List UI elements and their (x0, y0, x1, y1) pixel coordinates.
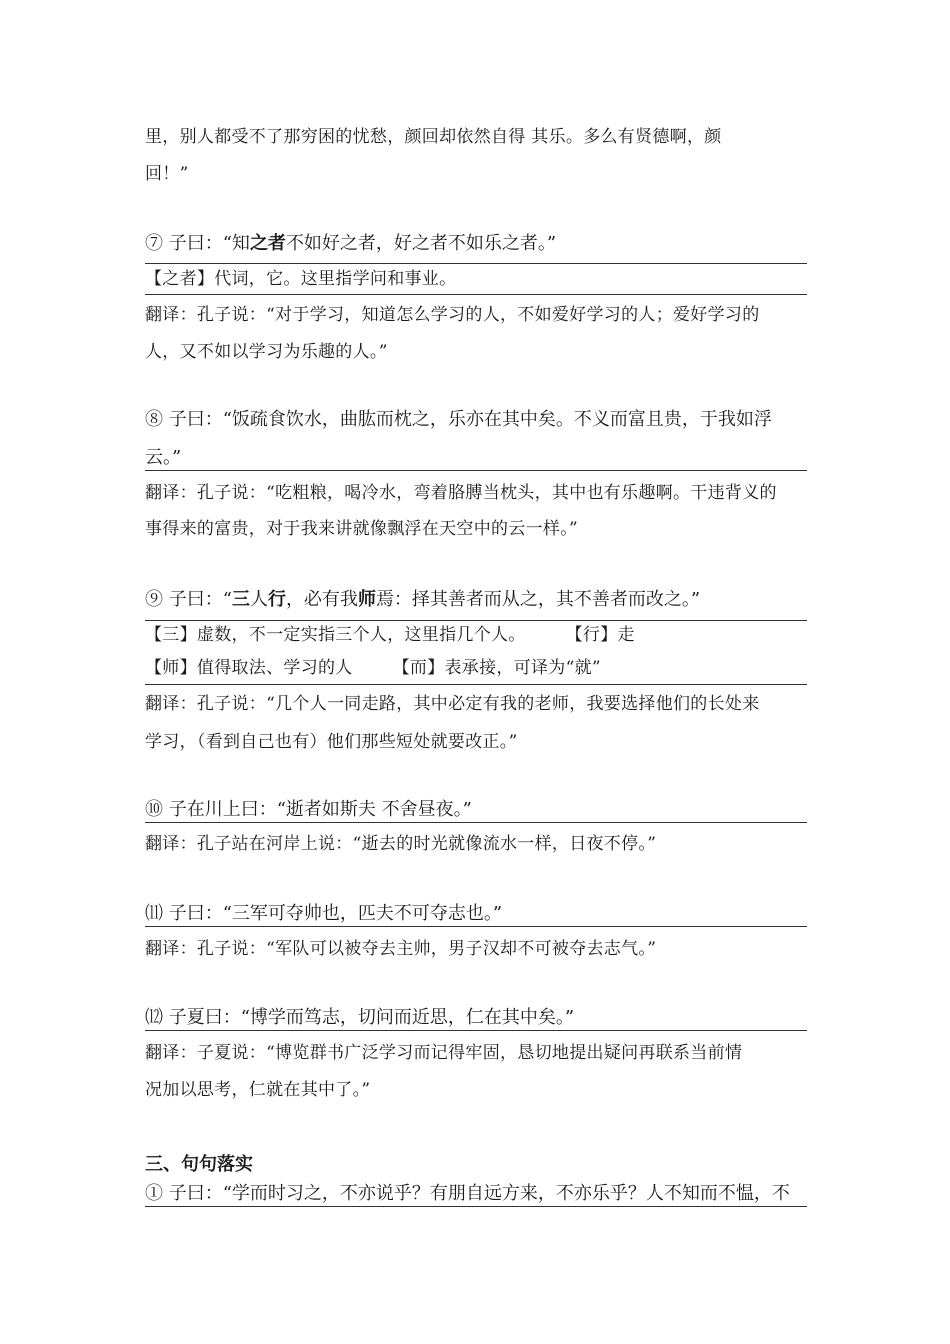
annotation-term: 【师】值得取法、学习的人 (145, 658, 353, 678)
quote-text: ⑨ 子曰：“ (145, 589, 232, 610)
underline-rule (145, 263, 807, 264)
translation-line: 事得来的富贵，对于我来讲就像飘浮在天空中的云一样。” (145, 519, 578, 539)
translation-line: 翻译：孔子说：“几个人一同走路，其中必定有我的老师，我要选择他们的长处来 (145, 694, 760, 714)
quote-1: ① 子曰：“学而时习之，不亦说乎？有朋自远方来，不亦乐乎？人不知而不愠，不 (145, 1183, 790, 1204)
annotation-line (145, 624, 807, 646)
translation-line: 翻译：孔子说：“吃粗粮，喝冷水，弯着胳膊当枕头，其中也有乐趣啊。干违背义的 (145, 483, 777, 503)
annotation-term: 【行】走 (565, 625, 635, 645)
translation-line: 人，又不如以学习为乐趣的人。” (145, 342, 388, 362)
emphasis-term: 师 (357, 589, 376, 610)
quote-8-cont: 云。” (145, 447, 182, 468)
emphasis-term: 行 (267, 589, 286, 610)
quote-text: ⑦ 子曰：“知 (145, 233, 250, 254)
translation-line: 翻译：孔子说：“对于学习，知道怎么学习的人，不如爱好学习的人；爱好学习的 (145, 305, 760, 325)
quote-text: 不如好之者，好之者不如乐之者。” (285, 233, 557, 254)
quote-7 (145, 232, 807, 256)
underline-rule (145, 470, 807, 471)
underline-rule (145, 620, 807, 621)
section-heading: 三、句句落实 (145, 1154, 253, 1175)
translation-line: 回！” (145, 164, 189, 184)
quote-text: ，必有我 (285, 589, 358, 610)
underline-rule (145, 926, 807, 927)
underline-rule (145, 1030, 807, 1031)
translation-line: 况加以思考，仁就在其中了。” (145, 1080, 371, 1100)
quote-text: 人 (249, 589, 268, 610)
underline-rule (145, 1206, 807, 1207)
quote-8: ⑧ 子曰：“饭疏食饮水，曲肱而枕之，乐亦在其中矣。不义而富且贵，于我如浮 (145, 409, 772, 430)
quote-10: ⑩ 子在川上曰：“逝者如斯夫 不舍昼夜。” (145, 799, 472, 820)
emphasis-term: 之者 (249, 233, 286, 254)
underline-rule (145, 822, 807, 823)
translation-line: 学习，（看到自己也有）他们那些短处就要改正。” (145, 732, 518, 752)
translation-line: 翻译：孔子站在河岸上说：“逝去的时光就像流水一样，日夜不停。” (145, 834, 657, 854)
annotation-line (145, 657, 807, 679)
quote-12: ⑿ 子夏曰：“博学而笃志，切问而近思，仁在其中矣。” (145, 1007, 575, 1028)
annotation-term: 【而】表承接，可译为“就” (392, 658, 601, 678)
annotation-term: 【三】虚数，不一定实指三个人，这里指几个人。 (145, 625, 526, 645)
translation-line: 翻译：孔子说：“军队可以被夺去主帅，男子汉却不可被夺去志气。” (145, 939, 657, 959)
quote-11: ⑾ 子曰：“三军可夺帅也，匹夫不可夺志也。” (145, 903, 503, 924)
annotation-line: 【之者】代词，它。这里指学问和事业。 (145, 269, 457, 289)
underline-rule (145, 294, 807, 295)
translation-line: 里，别人都受不了那穷困的忧愁，颜回却依然自得 其乐。多么有贤德啊，颜 (145, 127, 722, 147)
underline-rule (145, 684, 807, 685)
translation-line: 翻译：子夏说：“博览群书广泛学习而记得牢固，恳切地提出疑问再联系当前情 (145, 1043, 743, 1063)
quote-text: 焉：择其善者而从之，其不善者而改之。” (375, 589, 701, 610)
emphasis-term: 三 (231, 589, 250, 610)
quote-9 (145, 588, 807, 612)
